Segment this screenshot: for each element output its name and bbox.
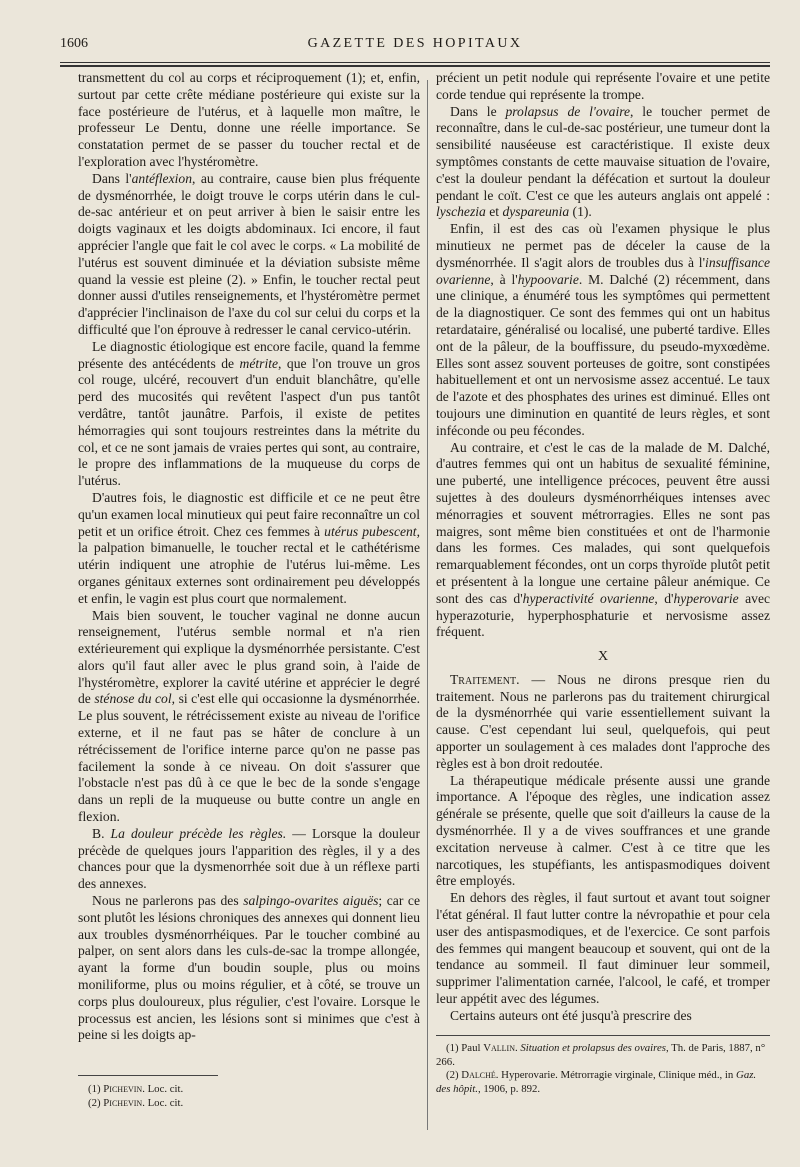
header-rule (60, 62, 770, 63)
left-column (78, 70, 420, 1044)
paragraph: B. La douleur précède les règles. — Lorsque la douleur précède de quelques jours l'apparition des règles, il y a des chances pour que la dysmenorrhée soit due à un réflexe parti des annexes. (78, 825, 420, 892)
footnotes-right (436, 1042, 770, 1096)
paragraph: précient un petit nodule qui représente l'ovaire et une petite corde tendue qui représente la trompe. (436, 70, 770, 102)
page-number: 1606 (60, 36, 88, 51)
page-header (60, 36, 770, 60)
footnote-rule (436, 1035, 770, 1036)
footnote: (2) Dalché. Hyperovarie. Métrorragie virginale, Clinique méd., in Gaz. des hôpit., 1906, p. 892. (436, 1069, 757, 1095)
paragraph: Le diagnostic étiologique est encore facile, quand la femme présente des antécédents de métrite, que l'on trouve un gros col rouge, ulcéré, recouvert d'un enduit blanchâtre, qu'elle perd des mucosités qui revêtent l'aspect d'un pus tantôt verdâtre, tantôt jaunâtre. Parfois, il existe de petites hémorragies qui sont toujours restreintes dans la métrite du col, et ce ne sont jamais de vraies pertes qui sont, au contraire, le propre des inflammations de la muqueuse du corps de l'utérus. (78, 338, 420, 489)
paragraph: transmettent du col au corps et réciproquement (1); et, enfin, surtout par cette crête médiane postérieure qui existe sur la face postérieure de l'utérus, et à laquelle mon maître, le professeur Le Dentu, donne une réelle importance. Se constatation permet de se passer du toucher rectal et de l'exploration avec l'hystéromètre. (78, 70, 420, 169)
paragraph: D'autres fois, le diagnostic est difficile et ce ne peut être qu'un examen local minutieux qui peut faire reconnaître un col petit et un orifice étroit. Chez ces femmes à utérus pubescent, la palpation bimanuelle, le toucher rectal et le cathétérisme utérin indiquent une atrophie de l'utérus lui-même. Les organes génitaux externes sont ordinairement peu développés et enfin, le vagin est plus court que normalement. (78, 489, 420, 606)
paragraph: Traitement. — Nous ne dirons presque rien du traitement. Nous ne parlerons pas du traitement chirurgical de la dysménorrhée qui varie essentiellement suivant la cause. C'est cependant lui seul, quelquefois, qui peut apporter un soulagement à ces malades dont l'approche des règles est à bon droit redoutée. (436, 671, 770, 771)
paragraph: Dans le prolapsus de l'ovaire, le toucher permet de reconnaître, dans le cul-de-sac postérieur, une tumeur dont la sensibilité nauséeuse est caractéristique. Il existe deux symptômes constants de cette mauvaise situation de l'ovaire, c'est la douleur pendant la défécation et surtout la douleur pendant le coït. C'est ce que les auteurs anglais ont appelé : lyschezia et dyspareunia (1). (436, 103, 771, 220)
paragraph: Dans l'antéflexion, au contraire, cause bien plus fréquente de dysménorrhée, le doigt trouve le corps utérin dans le cul-de-sac antérieur et on peut arriver à bien le saisir entre les doigts vaginaux et les doigts abdominaux. Ici encore, il faut apprécier l'angle que fait le col avec le corps. « La mobilité de l'utérus est souvent diminuée et la déviation subsiste même quand la vessie est pleine (2). » Enfin, le toucher rectal peut donner aussi d'utiles renseignements, et l'hystéromètre permet d'apprécier l'inclinaison de l'axe du col sur celui du corps et la difficulté que l'on éprouve à redresser le canal cervico-utérin. (78, 170, 421, 337)
header-rule-thick (60, 65, 770, 67)
footnote: (1) Pichevin. Loc. cit. (88, 1083, 184, 1095)
paragraph: En dehors des règles, il faut surtout et avant tout soigner l'état général. Il faut lutter contre la névropathie et pour cela user des antispasmodiques, et de l'exercice. Ce sont parfois des femmes qui mangent beaucoup et souvent, qui ont de la tendance au sommeil. Il faut diminuer leur sommeil, supprimer l'alimentation carnée, l'alcool, le café, et tromper leur appétit avec des légumes. (436, 890, 770, 1007)
footnote: (1) Paul Vallin. Situation et prolapsus des ovaires, Th. de Paris, 1887, n° 266. (436, 1042, 766, 1068)
paragraph: Nous ne parlerons pas des salpingo-ovarites aiguës; car ce sont plutôt les lésions chroniques des annexes qui donnent lieu aux troubles dysménorrhéiques. Par le toucher combiné au palper, on sent alors dans les culs-de-sac la trompe allongée, ayant la forme d'un boudin souple, plus ou moins moniliforme, plus ou moins régulier, et à côté, se trouve un corps plus douloureux, plus régulier, c'est l'ovaire. Lorsque le processus est ancien, les lésions sont si minimes que c'est à peine si les doigts ap- (78, 893, 420, 1043)
section-number: X (597, 649, 609, 665)
paragraph: Enfin, il est des cas où l'examen physique le plus minutieux ne permet pas de déceler la cause de la dysménorrhée. Il s'agit alors de troubles dus à l'insuffisance ovarienne, à l'hypoovarie. M. Dalché (2) récemment, dans une clinique, a énuméré tous les symptômes qui permettent de la diagnostiquer. Ce sont des femmes qui ont un habitus retardataire, généralisé ou localisé, une puberté tardive. Elles ont de la pâleur, de la bouffissure, du pseudo-myxœdème. Elles sont assez souvent porteuses de goitre, sont constipées habituellement et ont un nervosisme assez accentué. Le taux de l'azote et des phosphates des urines est diminué. Elles ont toujours une diminution en quantité de leurs règles, et sont inféconde ou peu fécondes. (436, 221, 770, 438)
footnote-rule (78, 1075, 218, 1076)
paragraph: Certains auteurs ont été jusqu'à prescrire des (450, 1007, 692, 1023)
right-column (436, 70, 770, 1025)
footnotes-left (78, 1083, 420, 1110)
column-divider (427, 80, 428, 1130)
journal-title: GAZETTE DES HOPITAUX (307, 36, 523, 51)
footnote: (2) Pichevin. Loc. cit. (88, 1096, 184, 1109)
paragraph: Mais bien souvent, le toucher vaginal ne donne aucun renseignement, l'utérus semble normal et n'a rien extérieurement qui explique la dysménorrhée persistante. C'est alors qu'il faut aller avec le plus grand soin, à l'aide de l'hystéromètre, explorer la cavité utérine et apprécier le degré de sténose du col, si c'est elle qui occasionne la dysménorrhée. Le plus souvent, le rétrécissement existe au niveau de l'orifice externe, et il ne faut pas se hâter de conclure à un rétrécissement de l'orifice interne parce qu'on ne passe pas facilement la sonde à ce niveau. On doit s'assurer que l'obstacle n'est pas dû à ce que le bec de la sonde s'engage dans un repli de la muqueuse ou butte contre un angle en flexion. (78, 607, 420, 825)
paragraph: Au contraire, et c'est le cas de la malade de M. Dalché, d'autres femmes qui ont un habitus de sexualité féminine, une puberté, une intelligence précoces, peuvent être aussi sujettes à des douleurs dysménorrhéiques intenses avec ménorragies et souvent métrorragies. Elles ne sont pas maigres, sont même bien constituées et ont de l'harmonie dans les formes. Ces malades, qui sont quelquefois remarquablement fécondes, ont un corps thyroïde plutôt petit et présentent à la longue une certaine pâleur anémique. Ce sont des cas d'hyperactivité ovarienne, d'hyperovarie avec hyperazoturie, hyperphosphaturie et nervosisme assez fréquent. (436, 439, 771, 640)
paragraph: La thérapeutique médicale présente aussi une grande importance. A l'époque des règles, une indication assez générale se présente, quelle que soit d'ailleurs la cause de la dysménorrhée. Il y a de vives souffrances et une grande excitation nerveuse à calmer. C'est à ce titre que les narcotiques, les stupéfiants, les antispasmodiques doivent être employés. (436, 772, 770, 889)
